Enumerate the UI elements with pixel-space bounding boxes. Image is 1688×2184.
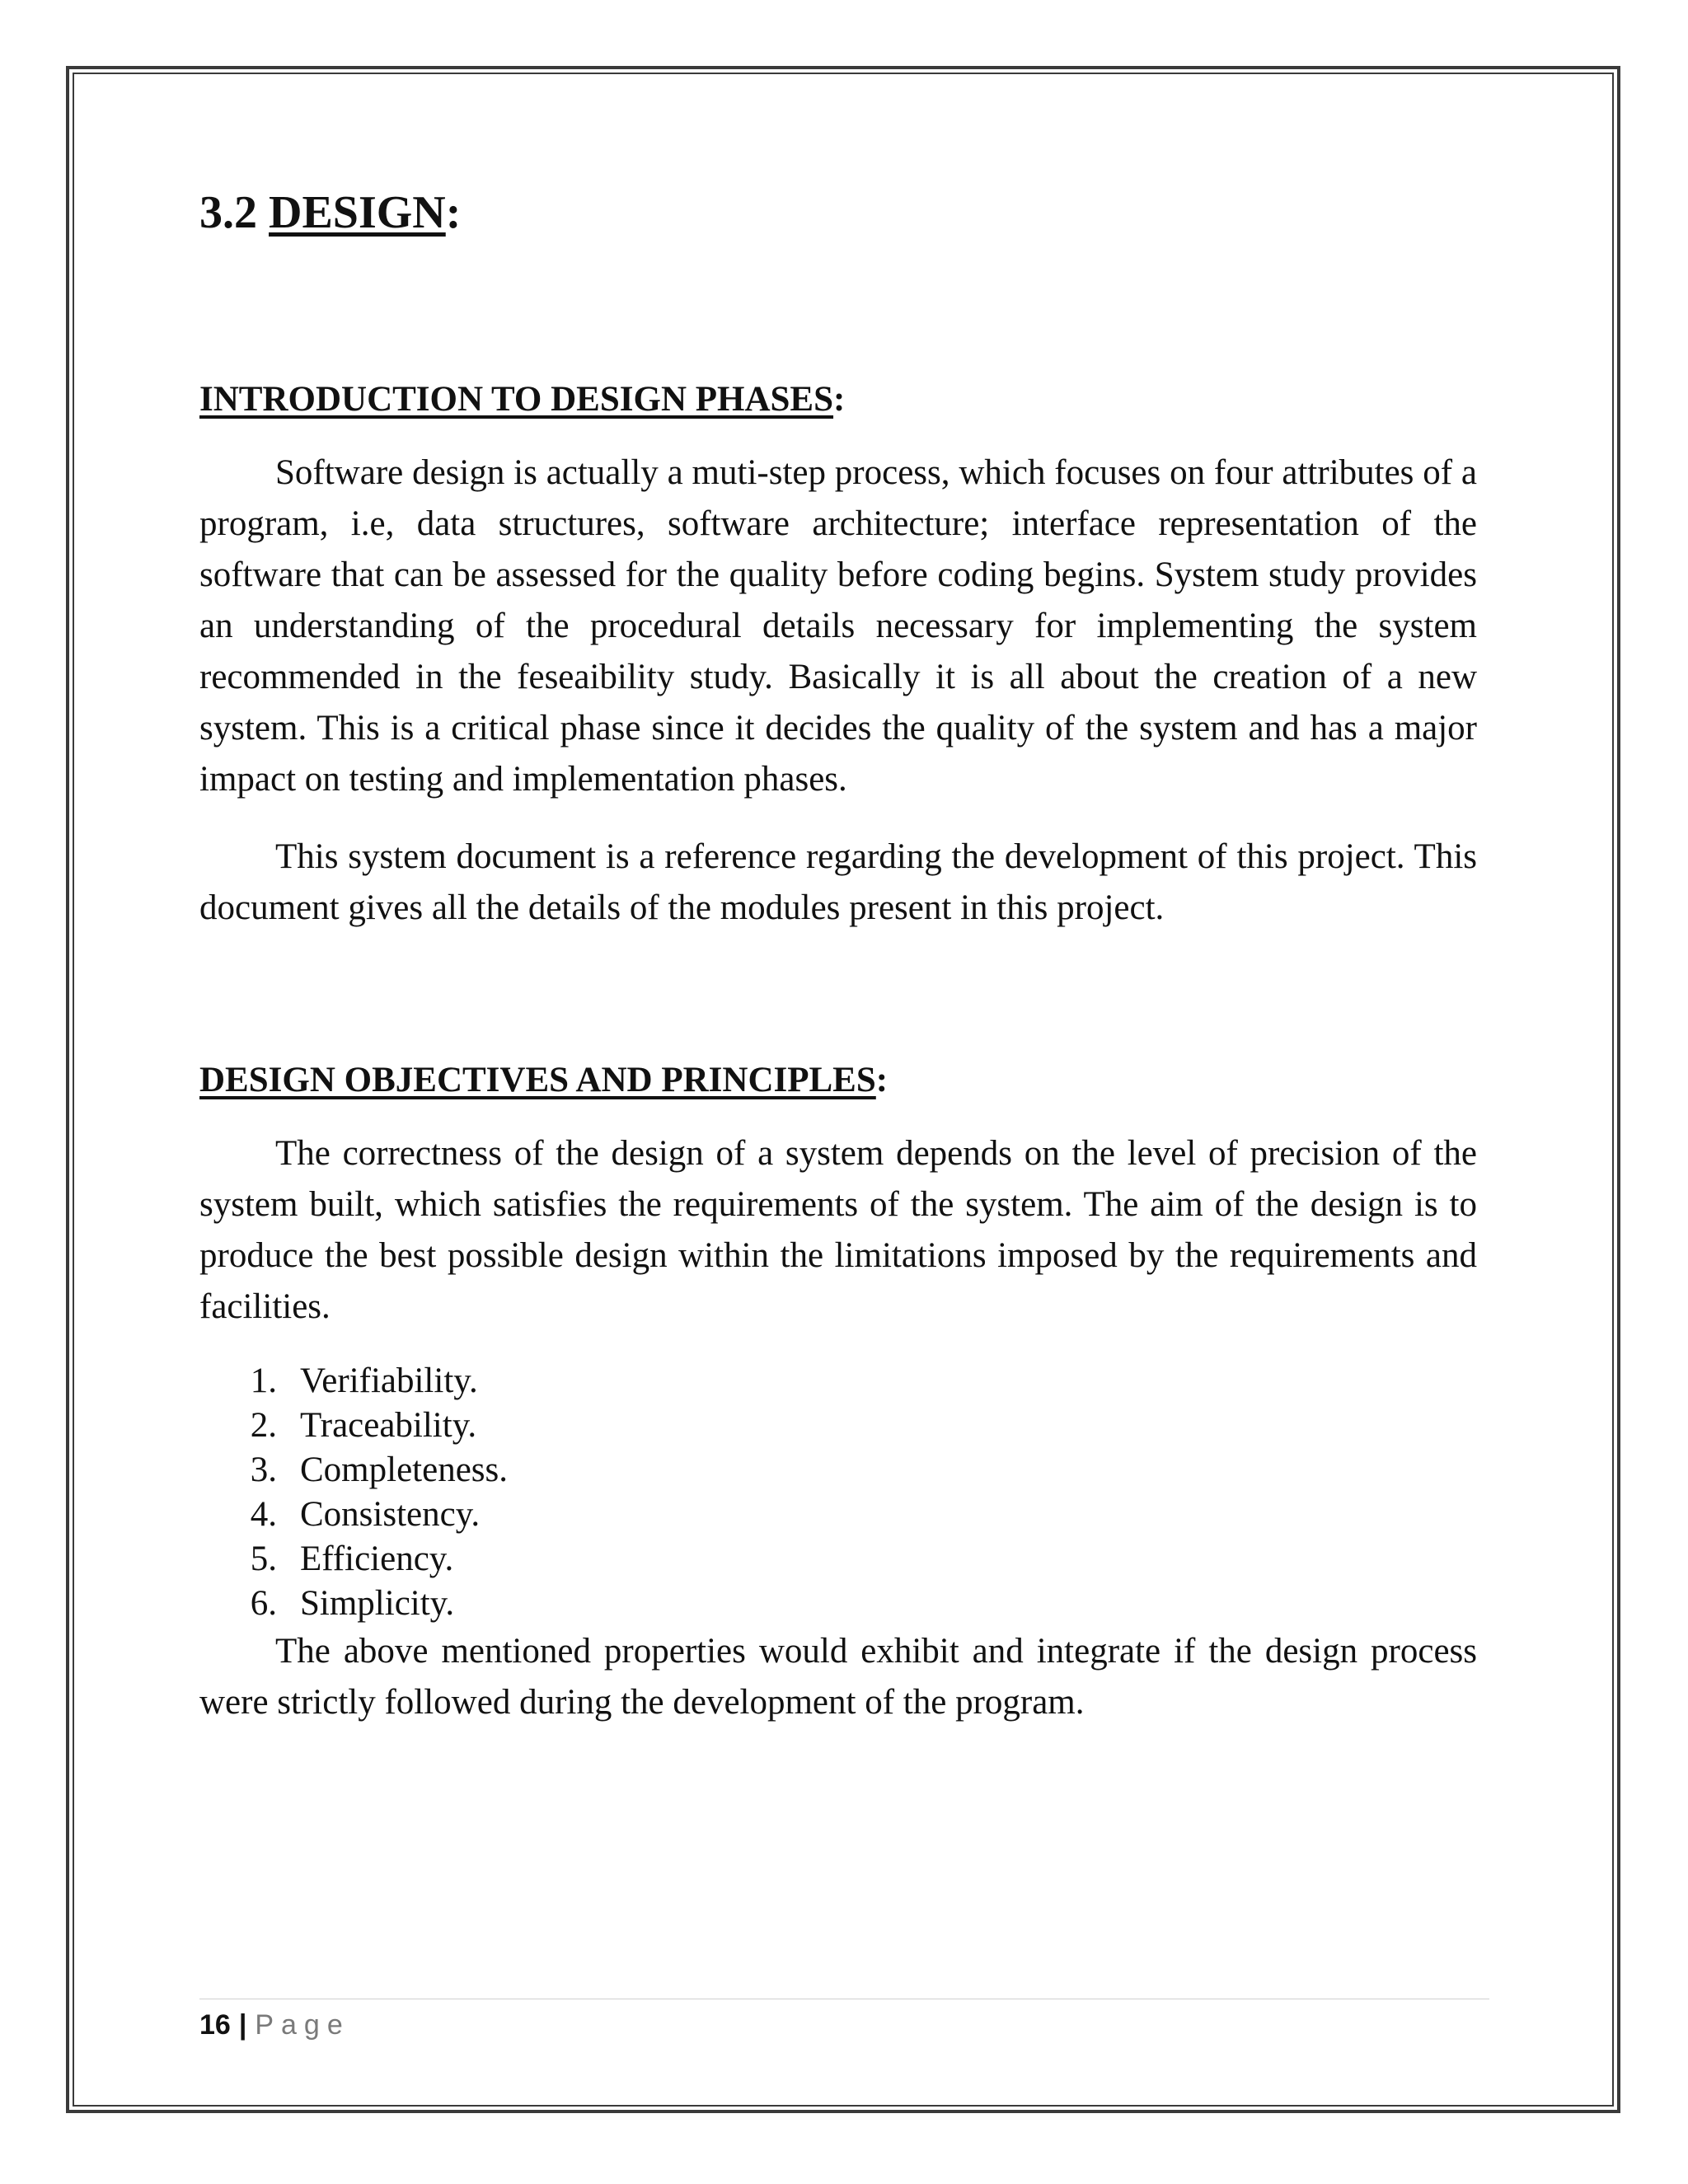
objectives-heading [199, 1057, 1477, 1104]
list-item-text: Consistency. [300, 1494, 481, 1534]
list-item-number: 5. [250, 1539, 277, 1578]
objectives-heading-colon: : [875, 1061, 889, 1100]
list-item-text: Completeness. [300, 1450, 508, 1489]
page-label: Page [255, 2009, 350, 2041]
page-content [199, 185, 1477, 1728]
list-item-number: 4. [250, 1494, 277, 1534]
list-item-text: Efficiency. [300, 1539, 454, 1578]
section-title [199, 185, 1477, 241]
objectives-closing-paragraph: The above mentioned properties would exhibit and integrate if the design process were strictly followed during the development of the program. [199, 1631, 1477, 1722]
objectives-heading-text: DESIGN OBJECTIVES AND PRINCIPLES [199, 1061, 876, 1100]
list-item-number: 2. [250, 1405, 277, 1445]
list-item-text: Simplicity. [300, 1583, 455, 1623]
list-item-number: 3. [250, 1450, 277, 1489]
intro-paragraph-2: This system document is a reference regarding the development of this project. This document gives all the details of the modules present in this project. [199, 837, 1477, 928]
list-item-text: Traceability. [300, 1405, 477, 1445]
list-item [199, 1359, 1477, 1404]
section-title-text: DESIGN [269, 187, 446, 238]
intro-heading-text: INTRODUCTION TO DESIGN PHASES [199, 380, 834, 419]
list-item-number: 1. [250, 1361, 277, 1400]
list-item [199, 1493, 1477, 1537]
objectives-paragraph: The correctness of the design of a system depends on the level of precision of the system built, which satisfies the requirements of the system. The aim of the design is to produce the best possible design within the limitations imposed by the requirements and facilities. [199, 1133, 1477, 1326]
section-title-colon: : [445, 187, 462, 238]
list-item [199, 1404, 1477, 1448]
section-number: 3.2 [199, 187, 257, 238]
objectives-list [199, 1359, 1477, 1626]
list-item [199, 1448, 1477, 1493]
intro-heading [199, 377, 1477, 423]
list-item [199, 1582, 1477, 1626]
page-number: 16 [199, 2009, 231, 2041]
list-item-text: Verifiability. [300, 1361, 478, 1400]
intro-paragraph-1: Software design is actually a muti-step process, which focuses on four attributes of a program, i.e, data structures, software architecture; interface representation of the software that can be assessed for the quality before coding begins. System study provides an understanding of the procedural details necessary for implementing the system recommended in the feseaibility study. Basically it is all about the creation of a new system. This is a critical phase since it decides the quality of the system and has a major impact on testing and implementation phases. [199, 453, 1477, 799]
intro-heading-colon: : [833, 380, 846, 419]
page-footer [199, 2011, 350, 2039]
list-item [199, 1537, 1477, 1582]
footer-separator: | [238, 2009, 247, 2041]
list-item-number: 6. [250, 1583, 277, 1623]
